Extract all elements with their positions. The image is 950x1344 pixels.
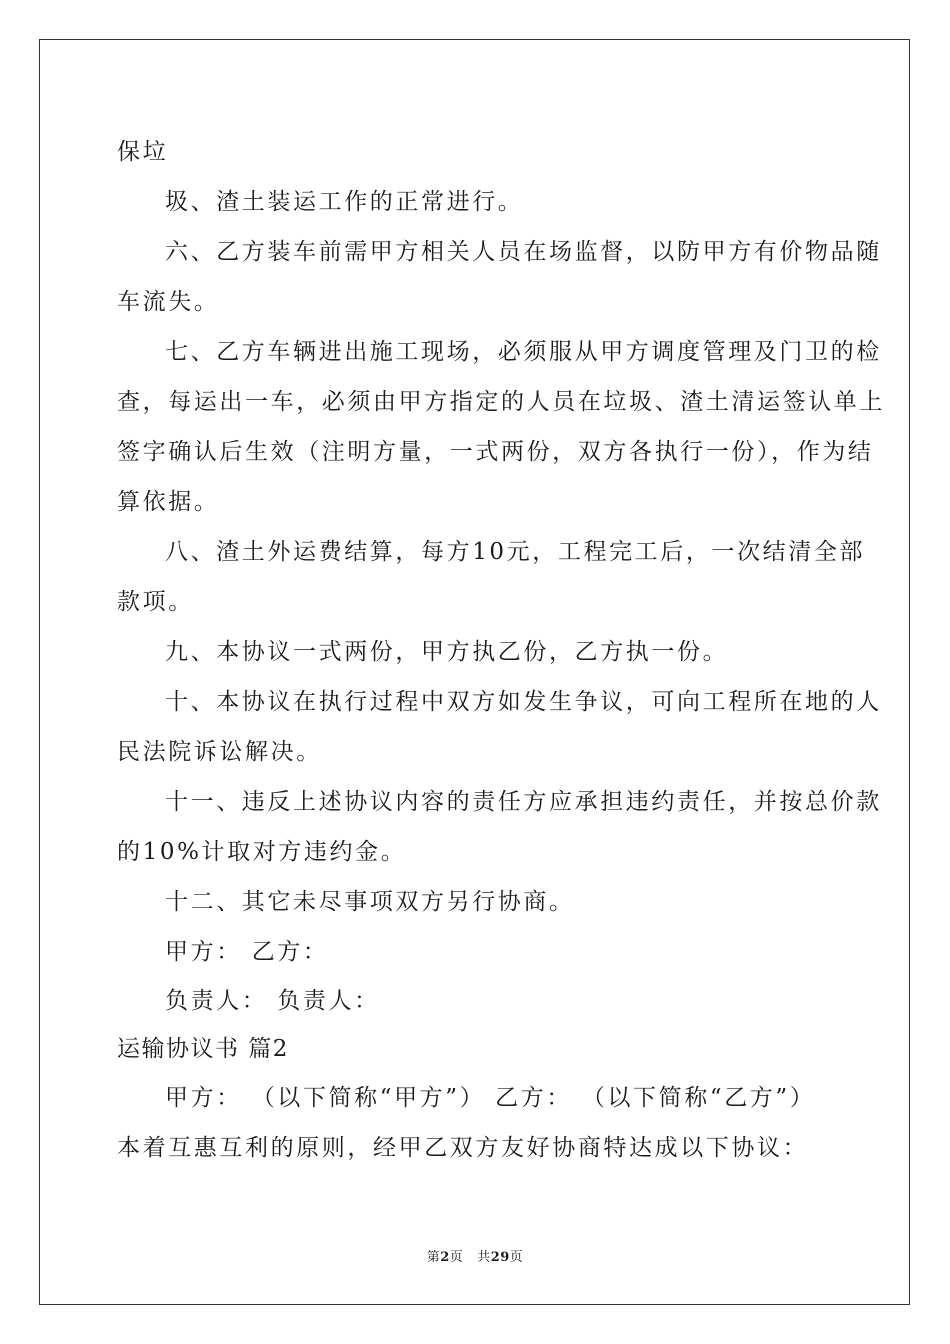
clause-12: 十二、其它未尽事项双方另行协商。 (165, 889, 575, 915)
page-total: 29 (490, 1250, 510, 1265)
document-body (117, 127, 885, 1173)
clause-9: 九、本协议一式两份，甲方执乙份，乙方执一份。 (165, 639, 729, 665)
text-line: 车流失。 (117, 289, 220, 315)
page-footer (0, 1246, 950, 1265)
text-line: 款项。 (117, 589, 194, 615)
text-line: 本着互惠互利的原则，经甲乙双方友好协商特达成以下协议： (117, 1135, 809, 1161)
clause-8: 八、渣土外运费结算，每方10元，工程完工后，一次结清全部 (165, 539, 866, 565)
clause-10: 十、本协议在执行过程中双方如发生争议，可向工程所在地的人 (165, 689, 882, 715)
signature-responsible: 负责人： 负责人： (165, 988, 380, 1014)
page-suffix: 页 (449, 1250, 464, 1265)
clause-11: 十一、违反上述协议内容的责任方应承担违约责任，并按总价款 (165, 789, 882, 815)
text-line: 签字确认后生效（注明方量，一式两份，双方各执行一份），作为结 (117, 439, 874, 465)
text-line: 查，每运出一车，必须由甲方指定的人员在垃圾、渣土清运签认单上 (117, 389, 885, 415)
party-line: 甲方： （以下简称“甲方”） 乙方： （以下简称“乙方”） (165, 1085, 816, 1111)
text-line: 民法院诉讼解决。 (117, 739, 322, 765)
clause-7: 七、乙方车辆进出施工现场，必须服从甲方调度管理及门卫的检 (165, 339, 882, 365)
page-number: 2 (440, 1250, 450, 1265)
text-line: 算依据。 (117, 489, 220, 515)
text-line: 圾、渣土装运工作的正常进行。 (165, 189, 524, 215)
total-prefix: 共 (477, 1250, 491, 1265)
text-line: 保垃 (117, 139, 169, 165)
signature-parties: 甲方： 乙方： (165, 939, 329, 965)
section-heading: 运输协议书 篇2 (117, 1036, 289, 1062)
text-line: 的10%计取对方违约金。 (117, 839, 407, 865)
total-suffix: 页 (509, 1250, 524, 1265)
page-prefix: 第 (426, 1250, 441, 1265)
clause-6: 六、乙方装车前需甲方相关人员在场监督，以防甲方有价物品随 (165, 239, 882, 265)
